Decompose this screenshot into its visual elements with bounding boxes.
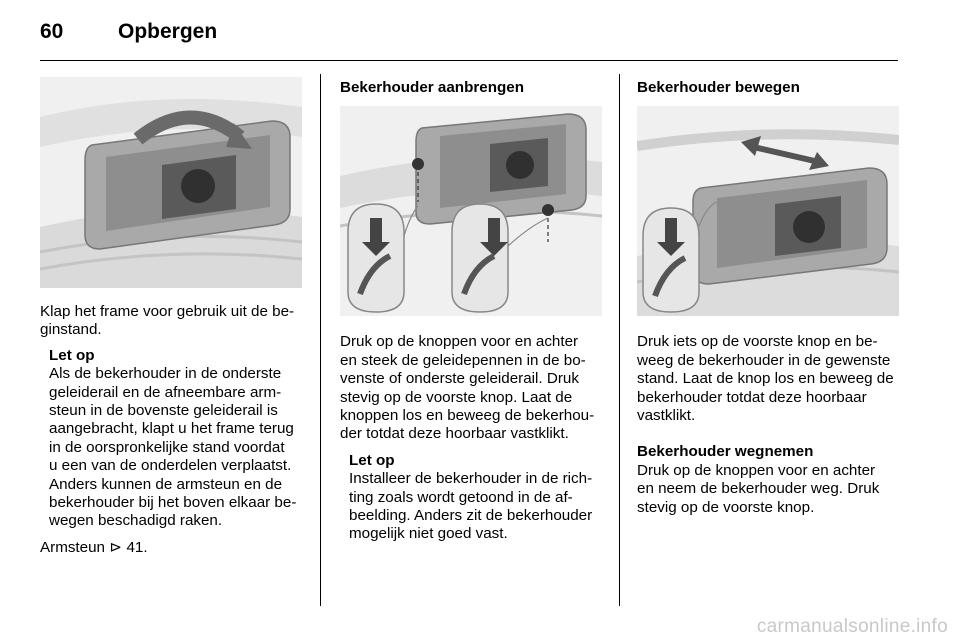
col1-note-line-7: Anders kunnen de armsteun en de <box>49 475 283 493</box>
col1-note-line-9: wegen beschadigd raken. <box>49 512 223 530</box>
col1-xref <box>40 539 312 557</box>
col3-line2-3: stevig op de voorste knop. <box>637 498 815 516</box>
col3-line-2: weeg de bekerhouder in de gewenste <box>637 351 891 369</box>
col3-line-1: Druk iets op de voorste knop en be- <box>637 333 878 351</box>
col2-heading: Bekerhouder aanbrengen <box>340 79 524 96</box>
column-divider-1 <box>320 74 321 606</box>
col2-line-2: en steek de geleidepennen in de bo- <box>340 351 586 369</box>
col3-line-3: stand. Laat de knop los en beweeg de <box>637 370 894 388</box>
xref-link[interactable]: 41. <box>126 538 148 556</box>
col1-note-line-4: aangebracht, klapt u het frame terug <box>49 420 294 438</box>
illustration-fold-out-frame <box>40 77 302 288</box>
col3-body <box>637 333 905 425</box>
col2-note-heading: Let op <box>349 451 395 469</box>
col3-line-4: bekerhouder totdat deze hoorbaar <box>637 388 867 406</box>
col3-heading-2: Bekerhouder wegnemen <box>637 443 814 461</box>
page-header <box>40 20 217 50</box>
column-2 <box>340 79 610 544</box>
col2-line-5: knoppen los en beweeg de bekerhou- <box>340 407 595 425</box>
col2-line-4: stevig op de voorste knop. Laat de <box>340 388 573 406</box>
col1-note-heading: Let op <box>49 346 95 364</box>
col2-line-6: der totdat deze hoorbaar vastklikt. <box>340 425 569 443</box>
column-divider-2 <box>619 74 620 606</box>
page-number: 60 <box>40 20 64 43</box>
header-rule <box>40 60 898 61</box>
col2-line-1: Druk op de knoppen voor en achter <box>340 333 579 351</box>
col2-line-3: venste of onderste geleiderail. Druk <box>340 370 579 388</box>
watermark: carmanualsonline.info <box>756 616 948 637</box>
xref-text: Armsteun <box>40 538 105 556</box>
col3-line-5: vastklikt. <box>637 407 696 425</box>
col2-note <box>340 452 610 544</box>
col1-note-line-8: bekerhouder bij het boven elkaar be- <box>49 494 297 512</box>
column-1 <box>40 77 312 557</box>
column-3 <box>637 79 905 517</box>
col3-heading: Bekerhouder bewegen <box>637 79 800 96</box>
illustration-install-cup-holder <box>340 106 602 316</box>
col1-note-line-1: Als de bekerhouder in de onderste <box>49 365 282 383</box>
illustration-move-cup-holder <box>637 106 899 316</box>
col1-line-1: Klap het frame voor gebruik uit de be- <box>40 303 295 320</box>
page-title: Opbergen <box>118 20 218 43</box>
col2-note-line-3: beelding. Anders zit de bekerhouder <box>349 507 593 525</box>
col1-note-line-2: geleiderail en de afneembare arm- <box>49 383 282 401</box>
col1-note-line-5: in de oorspronkelijke stand voordat <box>49 438 285 456</box>
xref-arrow-icon: ⊳ <box>109 538 123 556</box>
col1-note-line-3: steun in de bovenste geleiderail is <box>49 402 278 420</box>
col1-line-2: ginstand. <box>40 321 102 339</box>
col1-note <box>40 347 312 531</box>
col3-body-2 <box>637 462 905 517</box>
col3-line2-1: Druk op de knoppen voor en achter <box>637 461 876 479</box>
col1-note-line-6: u een van de onderdelen verplaatst. <box>49 457 292 475</box>
col2-note-line-1: Installeer de bekerhouder in de rich- <box>349 470 593 488</box>
col2-body <box>340 333 610 443</box>
col3-line2-2: en neem de bekerhouder weg. Druk <box>637 480 880 498</box>
col2-note-line-2: ting zoals wordt getoond in de af- <box>349 488 573 506</box>
col2-note-line-4: mogelijk niet goed vast. <box>349 525 508 543</box>
